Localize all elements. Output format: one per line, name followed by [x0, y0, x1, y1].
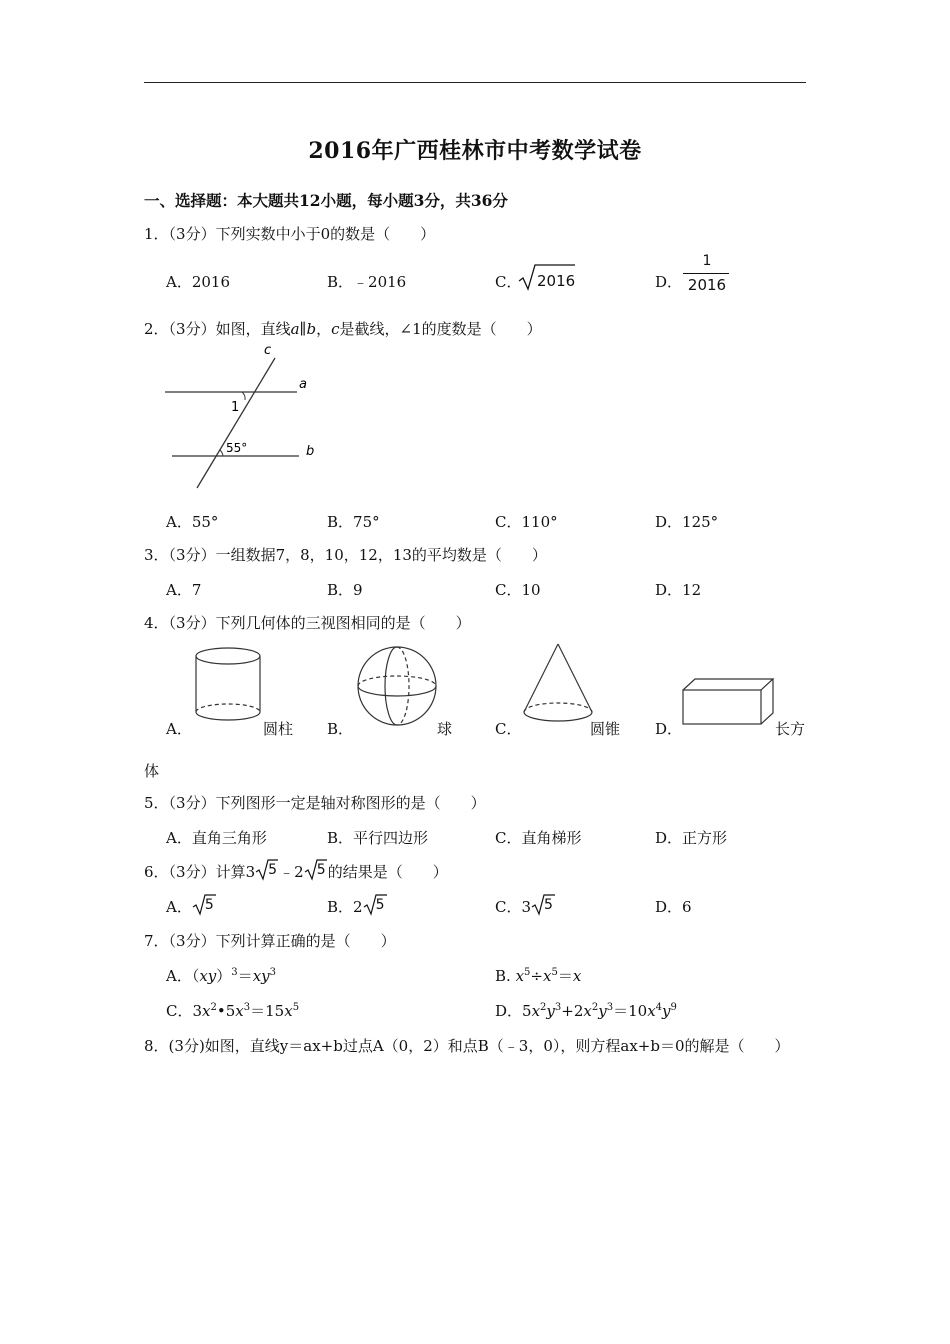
label-55-degrees: 55° — [226, 441, 248, 455]
q2-stem-a: a — [290, 320, 300, 338]
q6-option-c-sqrt: 5 — [531, 897, 557, 915]
q5-option-a[interactable]: A．直角三角形 — [166, 829, 267, 847]
q1-fraction-denominator: 2016 — [687, 276, 727, 294]
q2-stem-mid: ， — [316, 320, 332, 338]
q4-option-d-name: 长方 — [775, 720, 806, 738]
q3-option-d[interactable]: D．12 — [655, 581, 702, 599]
q1-option-c[interactable] — [495, 271, 576, 292]
q2-stem-parallel: ∥ — [299, 320, 307, 338]
q6-option-c-label: C．3 — [495, 898, 532, 916]
q7-option-d[interactable]: D．$5x^2y^3+2x^2y^3=10x^4y^9$ — [495, 1002, 677, 1020]
question-6-stem — [144, 861, 448, 882]
q1-option-d-label: D． — [655, 273, 683, 291]
page-title: 2016年广西桂林市中考数学试卷 — [308, 138, 642, 164]
q4-option-d-name-continued: 体 — [144, 762, 160, 780]
q3-option-c[interactable]: C．10 — [495, 581, 541, 599]
q2-stem-post: 是截线，∠1的度数是（ ） — [339, 320, 542, 338]
q6-option-a-sqrt: 5 — [192, 897, 218, 915]
q1-option-a[interactable]: A．2016 — [166, 273, 231, 291]
section-heading: 一、选择题：本大题共12小题，每小题3分，共36分 — [144, 191, 508, 210]
q7-option-b[interactable]: B. $x^5\div x^5=x$ — [495, 967, 582, 985]
q4-option-a-name: 圆柱 — [263, 720, 294, 738]
sphere-icon — [354, 644, 442, 730]
question-1-stem: 1．（3分）下列实数中小于0的数是（ ） — [144, 225, 436, 243]
cuboid-icon — [680, 676, 776, 728]
q2-stem-pre: 2．（3分）如图，直线 — [144, 320, 291, 338]
q4-option-c-name: 圆锥 — [590, 720, 621, 738]
q6-option-c[interactable] — [495, 896, 557, 917]
q3-option-b[interactable]: B．9 — [327, 581, 363, 599]
q5-option-b[interactable]: B．平行四边形 — [327, 829, 429, 847]
q6-option-b-label: B．2 — [327, 898, 363, 916]
q5-option-d[interactable]: D．正方形 — [655, 829, 728, 847]
q1-fraction-numerator: 1 — [702, 253, 712, 269]
q2-figure — [160, 342, 330, 492]
question-4-stem: 4．（3分）下列几何体的三视图相同的是（ ） — [144, 614, 471, 632]
header-rule — [144, 82, 806, 83]
question-7-stem: 7．（3分）下列计算正确的是（ ） — [144, 932, 396, 950]
q6-sqrt-2: 5 — [304, 862, 328, 880]
angle-1-arc — [242, 392, 245, 400]
angle-55-arc — [220, 450, 223, 456]
q2-option-d[interactable]: D．125° — [655, 513, 719, 531]
question-5-stem: 5．（3分）下列图形一定是轴对称图形的是（ ） — [144, 794, 486, 812]
q6-option-b[interactable] — [327, 896, 389, 917]
q6-option-a[interactable] — [166, 896, 218, 917]
q6-sqrt-1: 5 — [255, 862, 279, 880]
q1-option-d[interactable] — [655, 253, 727, 294]
q2-option-a[interactable]: A．55° — [166, 513, 219, 531]
q5-option-c[interactable]: C．直角梯形 — [495, 829, 582, 847]
q1-option-c-radicand: 2016 — [537, 272, 576, 290]
label-a: a — [299, 377, 307, 392]
q7-option-a[interactable]: A．$(xy)^3=xy^3$ — [166, 967, 276, 985]
q1-option-c-label: C． — [495, 273, 522, 291]
q7-option-c[interactable]: C．$3x^2•5x^3=15x^5$ — [166, 1002, 300, 1020]
q4-option-d-label[interactable]: D． — [655, 720, 683, 738]
q1-fraction-bar — [683, 273, 729, 274]
question-2-stem — [144, 318, 542, 339]
q4-option-b-label[interactable]: B． — [327, 720, 354, 738]
q2-option-c[interactable]: C．110° — [495, 513, 558, 531]
label-b: b — [306, 444, 315, 459]
line-c — [197, 358, 275, 488]
q6-option-b-sqrt: 5 — [363, 897, 389, 915]
q6-option-d[interactable]: D．6 — [655, 898, 692, 916]
cone-icon — [520, 640, 600, 728]
q6-stem-pre: 6．（3分）计算3 — [144, 863, 256, 881]
q4-option-c-label[interactable]: C． — [495, 720, 522, 738]
q3-option-a[interactable]: A．7 — [166, 581, 202, 599]
q1-option-b[interactable]: B．﹣2016 — [327, 273, 407, 291]
q2-option-b[interactable]: B．75° — [327, 513, 380, 531]
q6-stem-post: 的结果是（ ） — [327, 863, 448, 881]
q6-stem-mid: ﹣2 — [279, 863, 304, 881]
q2-stem-c: c — [331, 320, 340, 338]
q4-option-a-label[interactable]: A． — [166, 720, 192, 738]
q2-stem-b: b — [306, 320, 317, 338]
q4-option-b-name: 球 — [437, 720, 453, 738]
question-3-stem: 3．（3分）一组数据7，8，10，12，13的平均数是（ ） — [144, 546, 547, 564]
label-c: c — [264, 343, 272, 358]
q6-option-a-label: A． — [166, 898, 192, 916]
question-8-stem: 8．(3分)如图，直线y＝ax+b过点A（0，2）和点B（﹣3，0），则方程ax+b＝0的解是（ ） — [144, 1037, 790, 1055]
cylinder-icon — [190, 644, 270, 726]
label-angle-1: 1 — [231, 400, 240, 415]
